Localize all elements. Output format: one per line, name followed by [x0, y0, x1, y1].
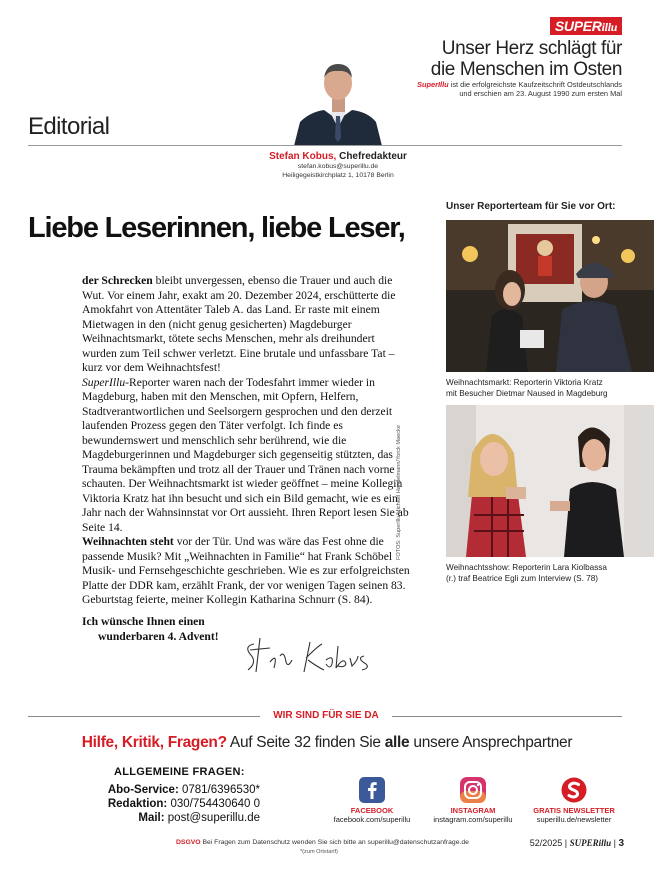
- section-divider-right: [392, 716, 622, 717]
- photo-credit: FOTOS: SuperIllu/Michael Handelmann/Yorck Maecke: [396, 425, 402, 560]
- paragraph-2: SuperIllu-Reporter waren nach der Todesfahrt immer wieder in Magdeburg, haben mit den Menschen, mit Opfern, Helfern, Stadtverantwortlichen und Seelsorgern gesprochen und den derzeit laufenden Prozess gegen den Täter verfolgt. Ich finde es bewundernswert und menschlich sehr berührend, wie die Magdeburgerinnen und Magdeburger sich gegenseitig stützten, das Trauma bekämpften und trotz all der Trauer und Tränen nach vorne schauten. Der Weihnachtsmarkt ist wieder geöffnet – meine Kollegin Viktoria Kratz hat ihn besucht und sich ein Bild gemacht, wie es ein Jahr nach der Wahnsinnstat vor Ort aussieht. Ihren Report lesen Sie ab Seite 14.: [82, 375, 409, 534]
- paragraph-3: Weihnachten steht vor der Tür. Und was wäre das Fest ohne die passende Musik? Mit „Weihnachten in Familie“ hat Frank Schöbel Musik- und Fernsehgeschichte geschrieben. Wie es zur erfolgreichsten Platte der DDR kam, erzählt Frank, der vor wenigen Tagen seinen 83. Geburtstag feierte, meiner Kollegin Katharina Schnurr (S. 84).: [82, 535, 410, 606]
- page-number: 52/2025 | SUPERillu | 3: [529, 838, 624, 849]
- headline: Liebe Leserinnen, liebe Leser,: [28, 212, 405, 244]
- header-divider: [28, 145, 622, 146]
- superillu-newsletter-icon: [561, 777, 587, 803]
- author-email[interactable]: stefan.kobus@superillu.de: [297, 163, 379, 170]
- mail-contact[interactable]: Mail: post@superillu.de: [138, 812, 260, 824]
- facebook-link[interactable]: FACEBOOK facebook.com/superillu: [317, 777, 427, 824]
- section-title: Editorial: [28, 113, 110, 140]
- help-banner: Hilfe, Kritik, Fragen? Auf Seite 32 finden Sie alle unsere Ansprechpartner: [81, 734, 573, 751]
- author-portrait: [290, 50, 386, 146]
- photo-weihnachtsshow: [446, 405, 654, 557]
- instagram-icon: [460, 777, 486, 803]
- caption-1: Weihnachtsmarkt: Reporterin Viktoria Kratz mit Besucher Dietmar Naused in Magdeburg: [446, 378, 608, 398]
- editorial-body: [82, 274, 412, 608]
- photo-weihnachtsmarkt: [446, 220, 654, 372]
- signature-image: [240, 632, 380, 685]
- general-questions-heading: ALLGEMEINE FRAGEN:: [114, 766, 245, 778]
- paragraph-1: der Schrecken bleibt unvergessen, ebenso die Trauer und auch die Wut. Vor einem Jahr, exakt am 20. Dezember 2024, erschütterte die Amokfahrt von Attentäter Taleb A. das Land. Er raste mit einem Mietwagen in den (nicht genug gesicherten) Magdeburger Weihnachtsmarkt, tötete sechs Menschen, mehr als dreihundert wurden zum Teil schwer verletzt. Eine brutale und unfassbare Tat – kurz vor dem Weihnachtsfest!: [82, 274, 396, 374]
- redaktion-phone[interactable]: Redaktion: 030/754430640 0: [107, 798, 260, 810]
- author-name: Stefan Kobus, Chefredakteur: [269, 151, 407, 162]
- facebook-icon: [359, 777, 385, 803]
- author-block: [262, 151, 414, 180]
- instagram-link[interactable]: INSTAGRAM instagram.com/superillu: [418, 777, 528, 824]
- contact-section-title: WIR SIND FÜR SIE DA: [273, 710, 379, 721]
- sidebar-heading: Unser Reporterteam für Sie vor Ort:: [446, 201, 616, 212]
- newsletter-link[interactable]: GRATIS NEWSLETTER superillu.de/newsletter: [519, 777, 629, 824]
- tariff-note: *(zum Ortstarif): [300, 849, 338, 855]
- author-address: Heiligegeistkirchplatz 1, 10178 Berlin: [282, 172, 394, 179]
- tagline: Unser Herz schlägt für die Menschen im Osten: [430, 38, 622, 80]
- privacy-note: DSGVO Bei Fragen zum Datenschutz wenden Sie sich bitte an superillu@datenschutzanfrage.de: [176, 839, 469, 846]
- caption-2: Weihnachtsshow: Reporterin Lara Kiolbassa (r.) traf Beatrice Egli zum Interview (S. 78): [446, 563, 607, 583]
- closing-greeting: Ich wünsche Ihnen einen wunderbaren 4. Advent!: [82, 615, 219, 643]
- publication-info: SuperIllu ist die erfolgreichste Kaufzeitschrift Ostdeutschlands und erschien am 23. August 1990 zum ersten Mal: [417, 80, 622, 98]
- superillu-logo: SUPERillu: [550, 17, 622, 35]
- section-divider-left: [28, 716, 260, 717]
- abo-service[interactable]: Abo-Service: 0781/6396530*: [107, 784, 260, 796]
